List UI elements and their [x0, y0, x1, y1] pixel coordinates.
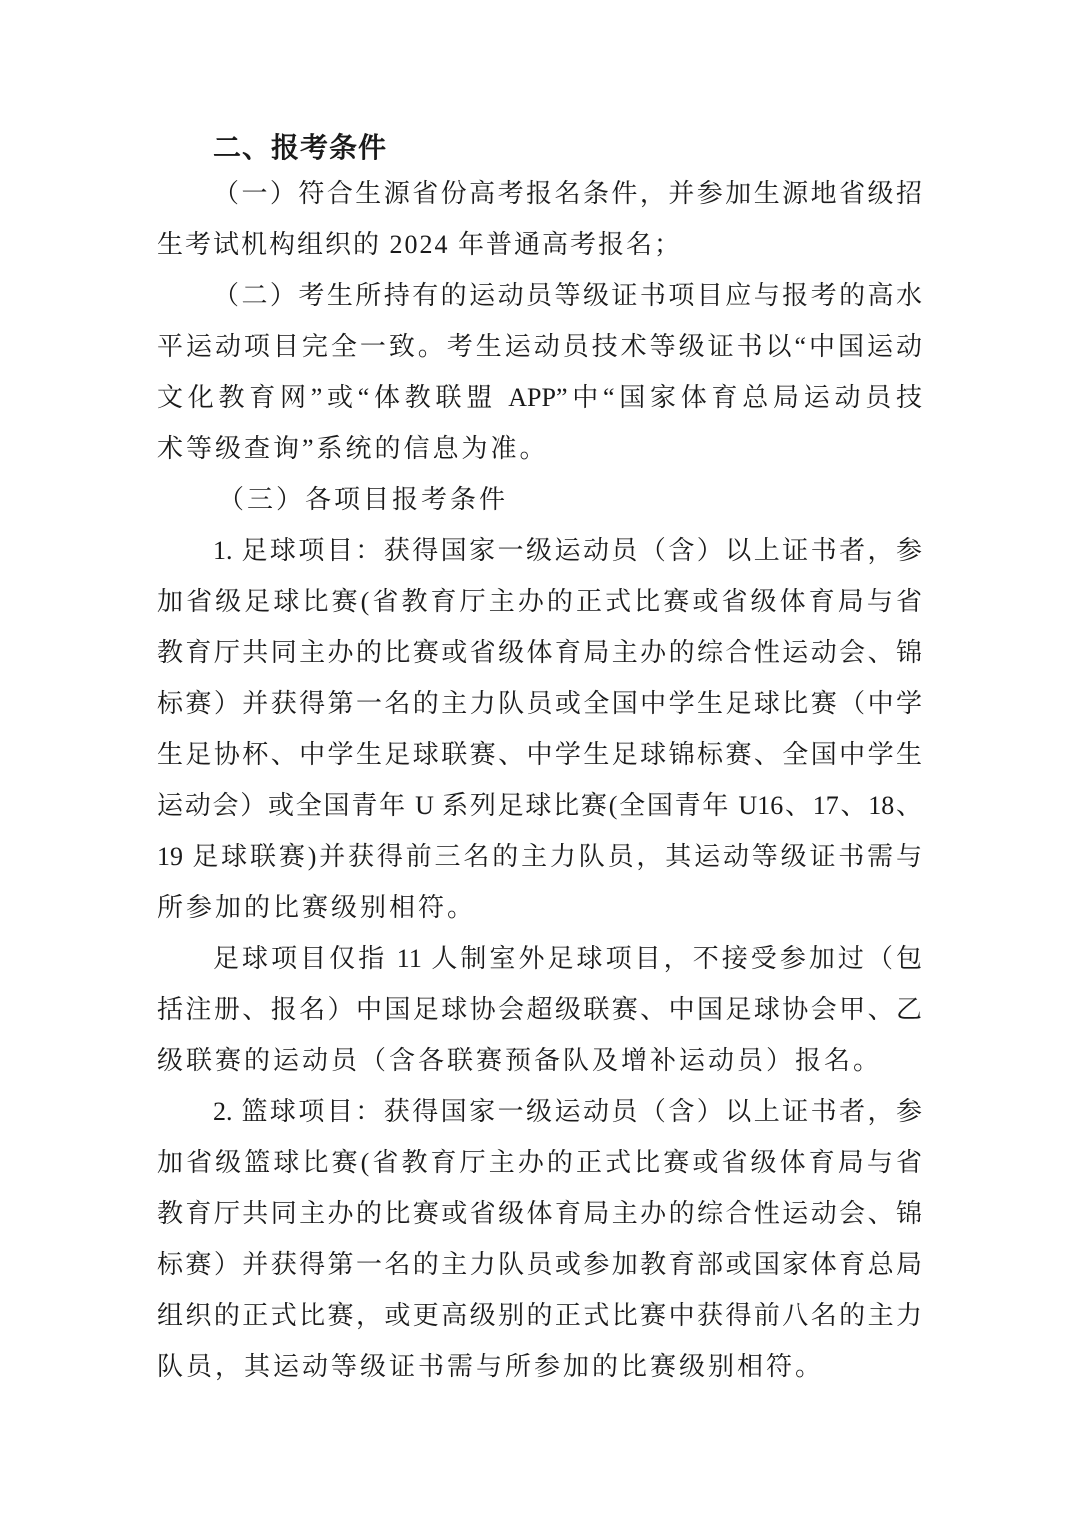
text-line: 组织的正式比赛，或更高级别的正式比赛中获得前八名的主力: [157, 1301, 922, 1330]
text-line: 标赛）并获得第一名的主力队员或参加教育部或国家体育总局: [157, 1250, 922, 1279]
text-line: 2. 篮球项目：获得国家一级运动员（含）以上证书者，参: [213, 1097, 922, 1126]
text-line: 平运动项目完全一致。考生运动员技术等级证书以“中国运动: [157, 332, 922, 361]
text-line: 足球项目仅指 11 人制室外足球项目，不接受参加过（包: [213, 944, 922, 973]
text-line: 生考试机构组织的 2024 年普通高考报名；: [157, 230, 683, 259]
text-line: 文化教育网”或“体教联盟 APP”中“国家体育总局运动员技: [157, 383, 922, 412]
text-line: 生足协杯、中学生足球联赛、中学生足球锦标赛、全国中学生: [157, 740, 922, 769]
text-line: 级联赛的运动员（含各联赛预备队及增补运动员）报名。: [157, 1046, 883, 1075]
section-heading: 二、报考条件: [213, 131, 388, 164]
text-line: 1. 足球项目：获得国家一级运动员（含）以上证书者，参: [213, 536, 922, 565]
text-line: 教育厅共同主办的比赛或省级体育局主办的综合性运动会、锦: [157, 638, 922, 667]
text-line: （二）考生所持有的运动员等级证书项目应与报考的高水: [213, 281, 922, 310]
text-line: （三）各项目报考条件: [218, 485, 509, 514]
text-line: 标赛）并获得第一名的主力队员或全国中学生足球比赛（中学: [157, 689, 922, 718]
text-line: 教育厅共同主办的比赛或省级体育局主办的综合性运动会、锦: [157, 1199, 922, 1228]
text-line: （一）符合生源省份高考报名条件，并参加生源地省级招: [213, 179, 922, 208]
text-line: 术等级查询”系统的信息为准。: [157, 434, 549, 463]
text-line: 运动会）或全国青年 U 系列足球比赛(全国青年 U16、17、18、: [157, 791, 922, 820]
text-line: 19 足球联赛)并获得前三名的主力队员，其运动等级证书需与: [157, 842, 922, 871]
text-line: 所参加的比赛级别相符。: [157, 893, 477, 922]
text-line: 括注册、报名）中国足球协会超级联赛、中国足球协会甲、乙: [157, 995, 922, 1024]
text-line: 队员，其运动等级证书需与所参加的比赛级别相符。: [157, 1352, 825, 1381]
text-line: 加省级足球比赛(省教育厅主办的正式比赛或省级体育局与省: [157, 587, 922, 616]
text-line: 加省级篮球比赛(省教育厅主办的正式比赛或省级体育局与省: [157, 1148, 922, 1177]
